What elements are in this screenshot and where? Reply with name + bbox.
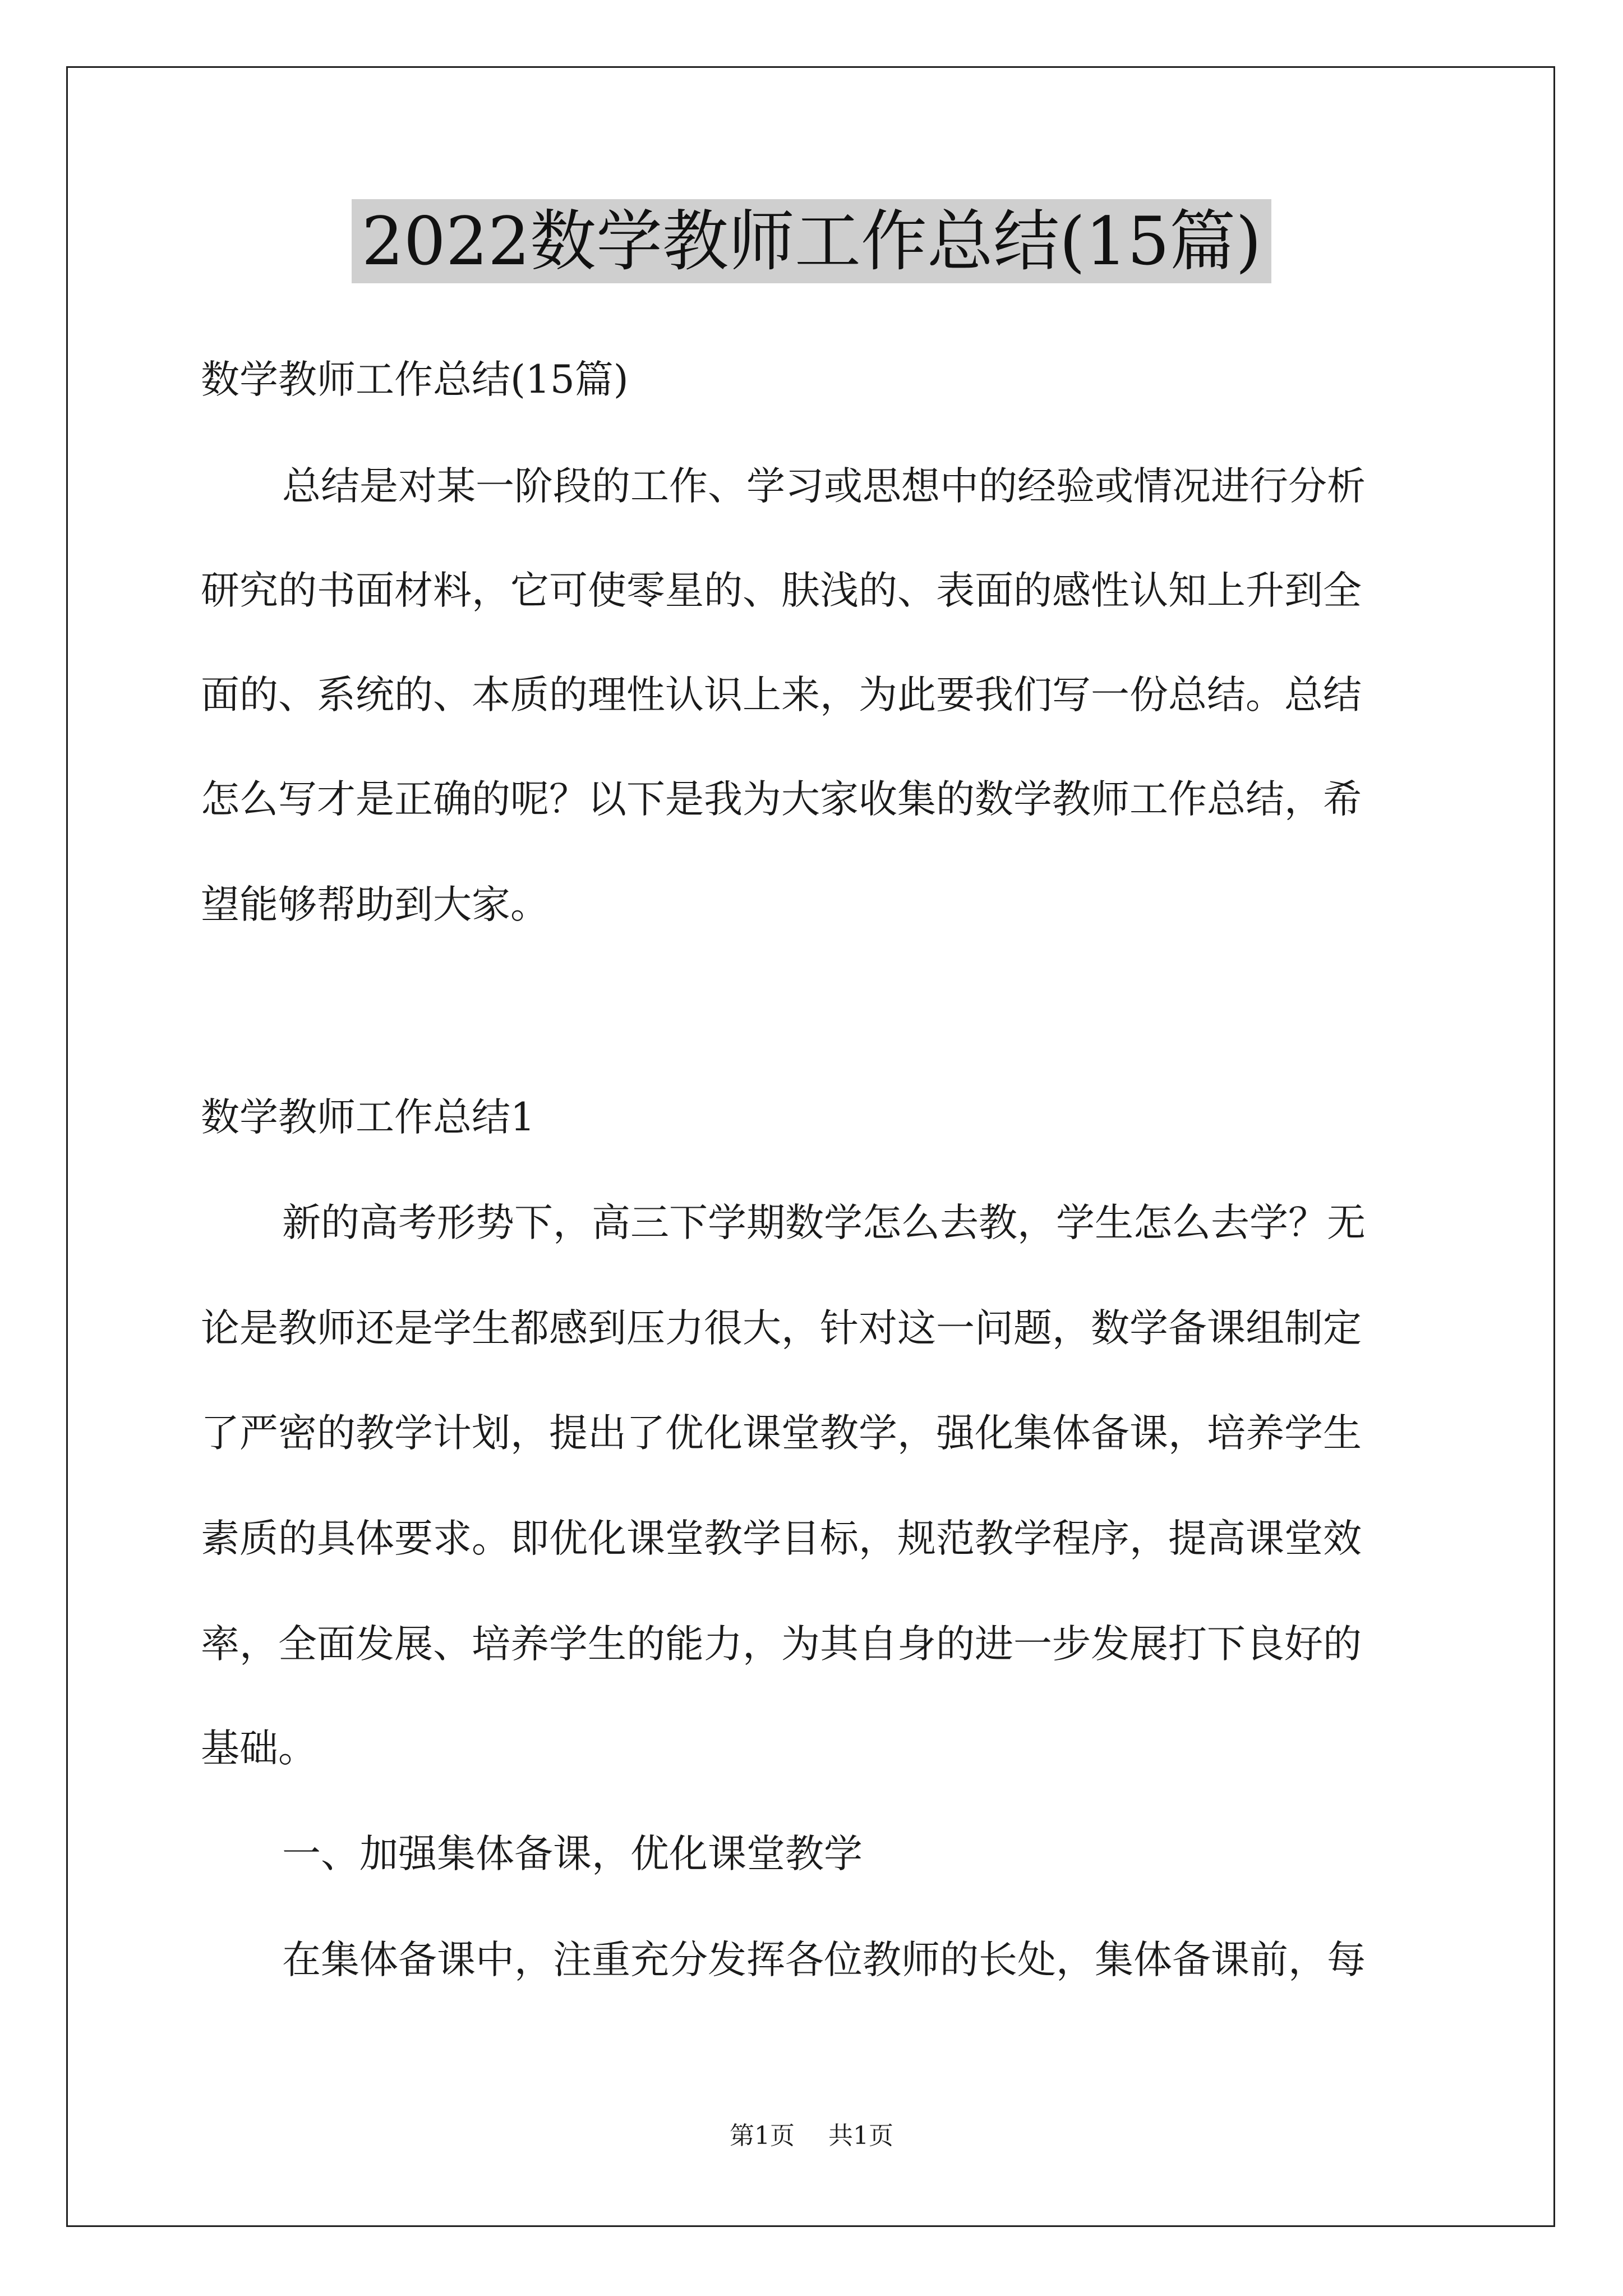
paragraph-line: 率，全面发展、培养学生的能力，为其自身的进一步发展打下良好的 (201, 1622, 1362, 1667)
page-total: 共1页 (828, 2122, 893, 2150)
paragraph-line: 望能够帮助到大家。 (201, 882, 549, 927)
page-footer (0, 2119, 1623, 2153)
paragraph-line: 了严密的教学计划，提出了优化课堂教学，强化集体备课，培养学生 (201, 1411, 1362, 1456)
paragraph-line: 研究的书面材料，它可使零星的、肤浅的、表面的感性认知上升到全 (201, 568, 1362, 613)
subsection-heading: 一、加强集体备课，优化课堂教学 (282, 1832, 863, 1876)
document-title: 2022数学教师工作总结(15篇) (352, 199, 1272, 283)
section-heading: 数学教师工作总结(15篇) (201, 357, 629, 402)
section-heading: 数学教师工作总结1 (201, 1095, 535, 1140)
paragraph-line: 面的、系统的、本质的理性认识上来，为此要我们写一份总结。总结 (201, 673, 1362, 717)
paragraph-line: 基础。 (201, 1726, 317, 1771)
paragraph-line: 新的高考形势下，高三下学期数学怎么去教，学生怎么去学？无 (282, 1200, 1366, 1245)
page-number: 第1页 (730, 2122, 795, 2150)
paragraph-line: 总结是对某一阶段的工作、学习或思想中的经验或情况进行分析 (282, 464, 1366, 509)
paragraph-line: 在集体备课中，注重充分发挥各位教师的长处，集体备课前，每 (282, 1938, 1366, 1982)
title-container (0, 199, 1623, 283)
paragraph-line: 素质的具体要求。即优化课堂教学目标，规范教学程序，提高课堂效 (201, 1516, 1362, 1561)
paragraph-line: 怎么写才是正确的呢？以下是我为大家收集的数学教师工作总结，希 (201, 777, 1362, 822)
paragraph-line: 论是教师还是学生都感到压力很大，针对这一问题，数学备课组制定 (201, 1306, 1362, 1351)
